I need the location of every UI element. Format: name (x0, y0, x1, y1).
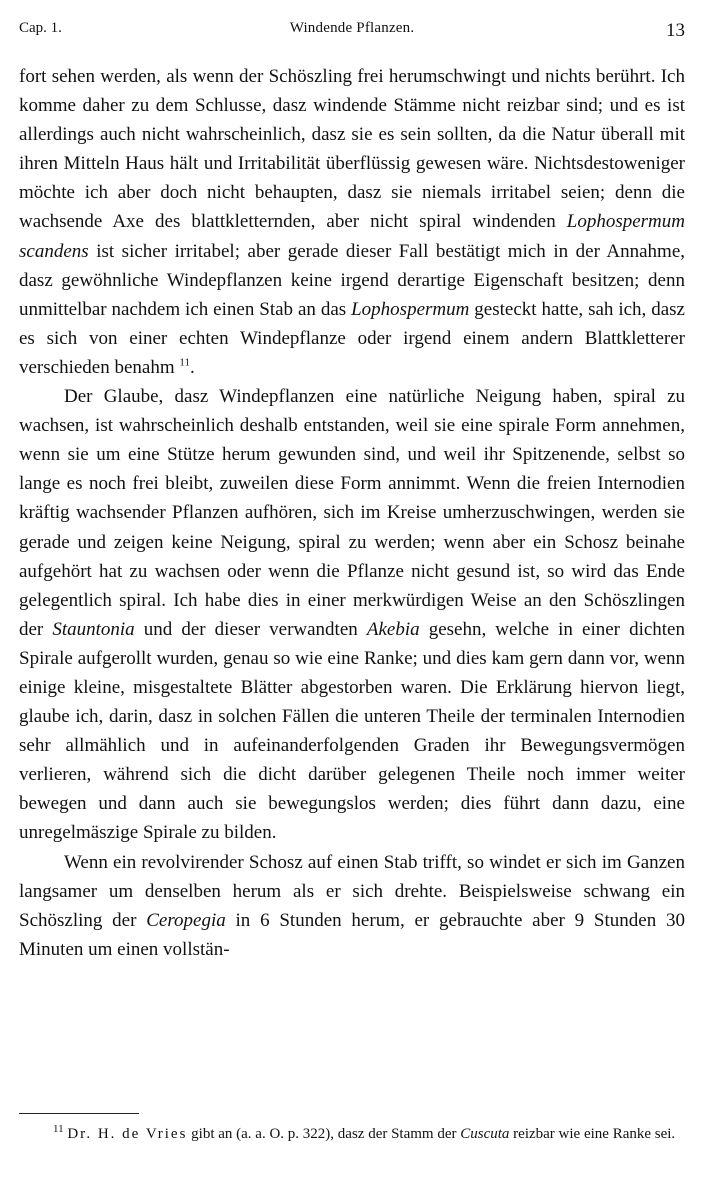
main-text (19, 62, 685, 964)
text-run: . (189, 356, 195, 378)
paragraph-3 (19, 848, 685, 964)
species-name: Lophospermum (351, 298, 470, 320)
species-name: Stauntonia (52, 618, 135, 640)
footnote-marker: 11 (53, 1123, 64, 1135)
footnote-paragraph (19, 1123, 685, 1146)
footnote-divider (19, 1113, 139, 1114)
text-run: Wenn ein revolvirender Schosz auf einen Stab trifft, so windet er sich im Ganzen langsamer um denselben herum als er sich drehte. Beispielsweise schwang ein Schöszling der (19, 851, 685, 931)
footnote-author: Dr. H. de Vries (67, 1126, 188, 1142)
text-run: fort sehen werden, als wenn der Schöszling frei herumschwingt und nichts berührt. Ich komme daher zu dem Schlusse, dasz windende Stämme nicht reizbar sind; und es ist allerdings auch nicht wahrscheinlich, dasz sie es sein sollten, da die Natur überall mit ihren Mitteln Haus hält und Irritabilität überflüssig gewesen wäre. Nichtsdestoweniger möchte ich aber doch nicht behaupten, dasz sie niemals irritabel seien; denn die wachsende Axe des blattkletternden, aber nicht spiral windenden (19, 66, 685, 233)
chapter-label: Cap. 1. (19, 20, 62, 36)
footnote-text: reizbar wie eine Ranke sei. (509, 1126, 676, 1142)
text-run: Der Glaube, dasz Windepflanzen eine natürliche Neigung haben, spiral zu wachsen, ist wahrscheinlich deshalb entstanden, weil sie eine spirale Form annehmen, wenn sie um eine Stütze herum gewunden sind, und weil ihr Spitzenende, selbst so lange es noch frei bleibt, zuweilen diese Form annimmt. Wenn die freien Internodien kräftig wachsender Pflanzen aufhören, sich im Kreise umherzuschwingen, werden sie gerade und zeigen keine Neigung, spiral zu werden; wenn aber ein Schosz beinahe aufgehört hat zu wachsen oder wenn die Pflanze nicht gesund ist, so wird das Ende gelegentlich spiral. Ich habe dies in einer merkwürdigen Weise an den Schöszlingen der (19, 386, 685, 640)
paragraph-1 (19, 62, 685, 382)
paragraph-2 (19, 382, 685, 848)
running-header (19, 18, 685, 48)
text-run: ist sicher irritabel; aber gerade dieser Fall bestätigt mich in der Annahme, dasz gewöhnliche Windepflanzen keine irgend derartige Eigenschaft besitzen; denn unmittelbar nachdem ich einen Stab an das (19, 240, 685, 320)
page-number: 13 (666, 20, 685, 41)
footnote-text: gibt an (a. a. O. p. 322), dasz der Stamm der (187, 1126, 461, 1142)
footnote-reference: 11 (179, 356, 190, 369)
footnote (19, 1123, 685, 1146)
text-run: in 6 Stunden herum, er gebrauchte aber 9 Stunden 30 Minuten um einen vollstän- (19, 909, 685, 960)
running-title: Windende Pflanzen. (289, 20, 415, 36)
species-name: Ceropegia (146, 909, 226, 931)
text-run: gesehn, welche in einer dichten Spirale aufgerollt wurden, genau so wie eine Ranke; und dies kam gern dann vor, wenn einige kleine, misgestaltete Blätter abgestorben waren. Die Erklärung hiervon liegt, glaube ich, darin, dasz in solchen Fällen die unteren Theile der terminalen Internodien sehr allmählich und in aufeinanderfolgenden Graden ihr Bewegungsvermögen verlieren, während sich die dicht darüber gelegenen Theile noch immer weiter bewegen und dann auch sie bewegungslos werden; dies führt dann dazu, eine unregelmäszige Spirale zu bilden. (19, 618, 685, 844)
text-run: gesteckt hatte, sah ich, dasz es sich von einer echten Windepflanze oder irgend einem andern Blattkletterer verschieden benahm (19, 298, 685, 378)
species-name: Cuscuta (460, 1126, 510, 1142)
species-name: Lophospermum scandens (19, 211, 685, 262)
text-run: und der dieser verwandten (134, 618, 367, 640)
species-name: Akebia (366, 618, 420, 640)
